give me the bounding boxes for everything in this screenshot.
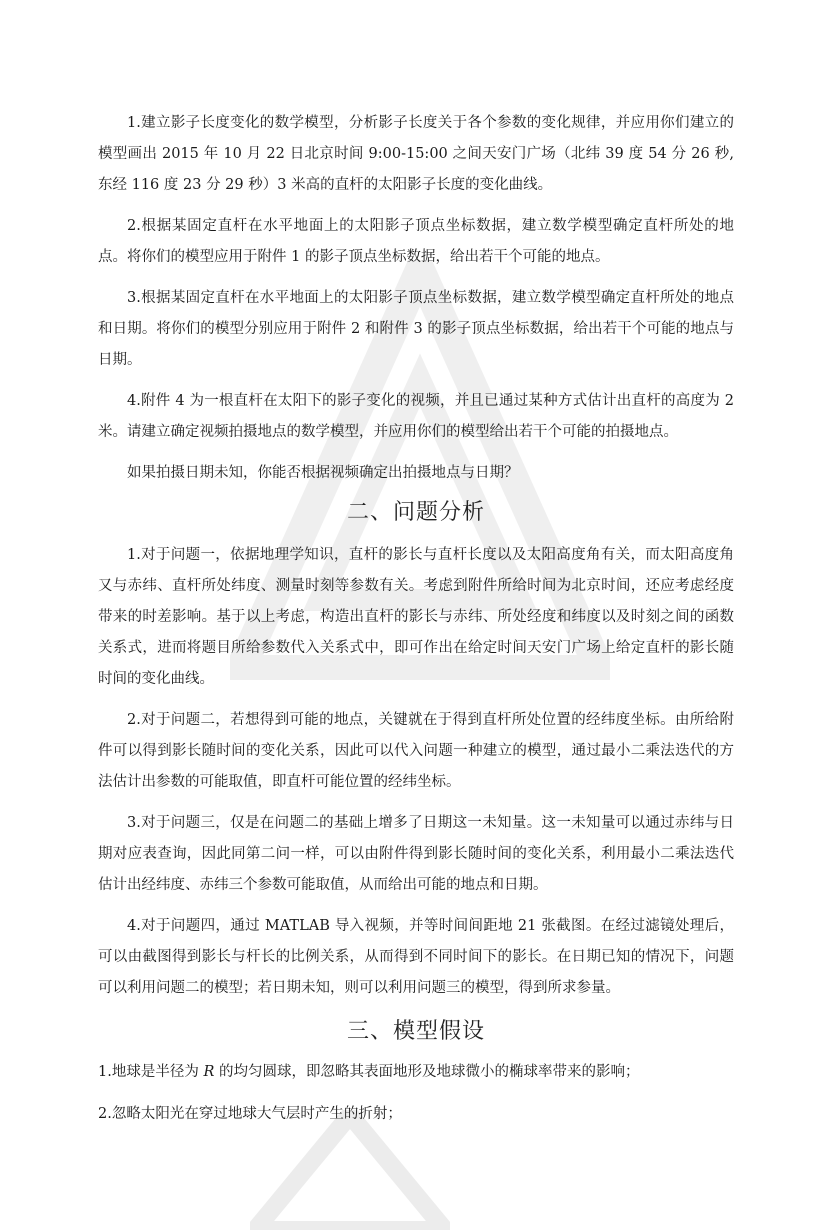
analysis-paragraph-1: 1.对于问题一，依据地理学知识，直杆的影长与直杆长度以及太阳高度角有关，而太阳高度角又与赤纬、直杆所处纬度、测量时刻等参数有关。考虑到附件所给时间为北京时间，还应考虑经度带来的时差影响。基于以上考虑，构造出直杆的影长与赤纬、所处经度和纬度以及时刻之间的函数关系式，进而将题目所给参数代入关系式中，即可作出在给定时间天安门广场上给定直杆的影长随时间的变化曲线。	[98, 547, 734, 687]
problem-4: 4.附件 4 为一根直杆在太阳下的影子变化的视频，并且已通过某种方式估计出直杆的高度为 2 米。请建立确定视频拍摄地点的数学模型，并应用你们的模型给出若干个可能的拍摄地点。	[98, 393, 734, 440]
problem-1: 1.建立影子长度变化的数学模型，分析影子长度关于各个参数的变化规律，并应用你们建立的模型画出 2015 年 10 月 22 日北京时间 9:00-15:00 之间天安门广场（北纬 39 度 54 分 26 秒,东经 116 度 23 分 29 秒）3 米高的直杆的太阳影子长度的变化曲线。	[98, 115, 734, 193]
assumption-1-text-after: 的均匀圆球，即忽略其表面地形及地球微小的椭球率带来的影响；	[214, 1064, 640, 1080]
radius-variable: R	[203, 1064, 215, 1080]
document-body	[98, 108, 734, 1131]
problem-3: 3.根据某固定直杆在水平地面上的太阳影子顶点坐标数据，建立数学模型确定直杆所处的地点和日期。将你们的模型分别应用于附件 2 和附件 3 的影子顶点坐标数据，给出若干个可能的地点与日期。	[98, 290, 734, 368]
section-heading-problem-analysis: 二、问题分析	[346, 500, 485, 525]
problem-4-followup: 如果拍摄日期未知，你能否根据视频确定出拍摄地点与日期？	[127, 465, 519, 481]
analysis-paragraph-2: 2.对于问题二，若想得到可能的地点，关键就在于得到直杆所处位置的经纬度坐标。由所给附件可以得到影长随时间的变化关系，因此可以代入问题一种建立的模型，通过最小二乘法迭代的方法估计出参数的可能取值，即直杆可能位置的经纬坐标。	[98, 712, 734, 790]
assumption-1	[98, 1055, 734, 1089]
assumptions-list	[98, 1055, 734, 1131]
assumption-1-text-before: 1.地球是半径为	[98, 1064, 204, 1080]
analysis-paragraph-3: 3.对于问题三，仅是在问题二的基础上增多了日期这一未知量。这一未知量可以通过赤纬与日期对应表查询，因此同第二问一样，可以由附件得到影长随时间的变化关系，利用最小二乘法迭代估计出经纬度、赤纬三个参数可能取值，从而给出可能的地点和日期。	[98, 815, 734, 893]
problem-2: 2.根据某固定直杆在水平地面上的太阳影子顶点坐标数据，建立数学模型确定直杆所处的地点。将你们的模型应用于附件 1 的影子顶点坐标数据，给出若干个可能的地点。	[98, 218, 734, 265]
assumption-2	[98, 1097, 734, 1131]
analysis-paragraph-4: 4.对于问题四，通过 MATLAB 导入视频，并等时间间距地 21 张截图。在经过滤镜处理后，可以由截图得到影长与杆长的比例关系，从而得到不同时间下的影长。在日期已知的情况下，问题可以利用问题二的模型；若日期未知，则可以利用问题三的模型，得到所求参量。	[98, 918, 734, 996]
assumption-2-text: 2.忽略太阳光在穿过地球大气层时产生的折射；	[98, 1106, 402, 1122]
section-heading-model-assumptions: 三、模型假设	[346, 1019, 485, 1044]
